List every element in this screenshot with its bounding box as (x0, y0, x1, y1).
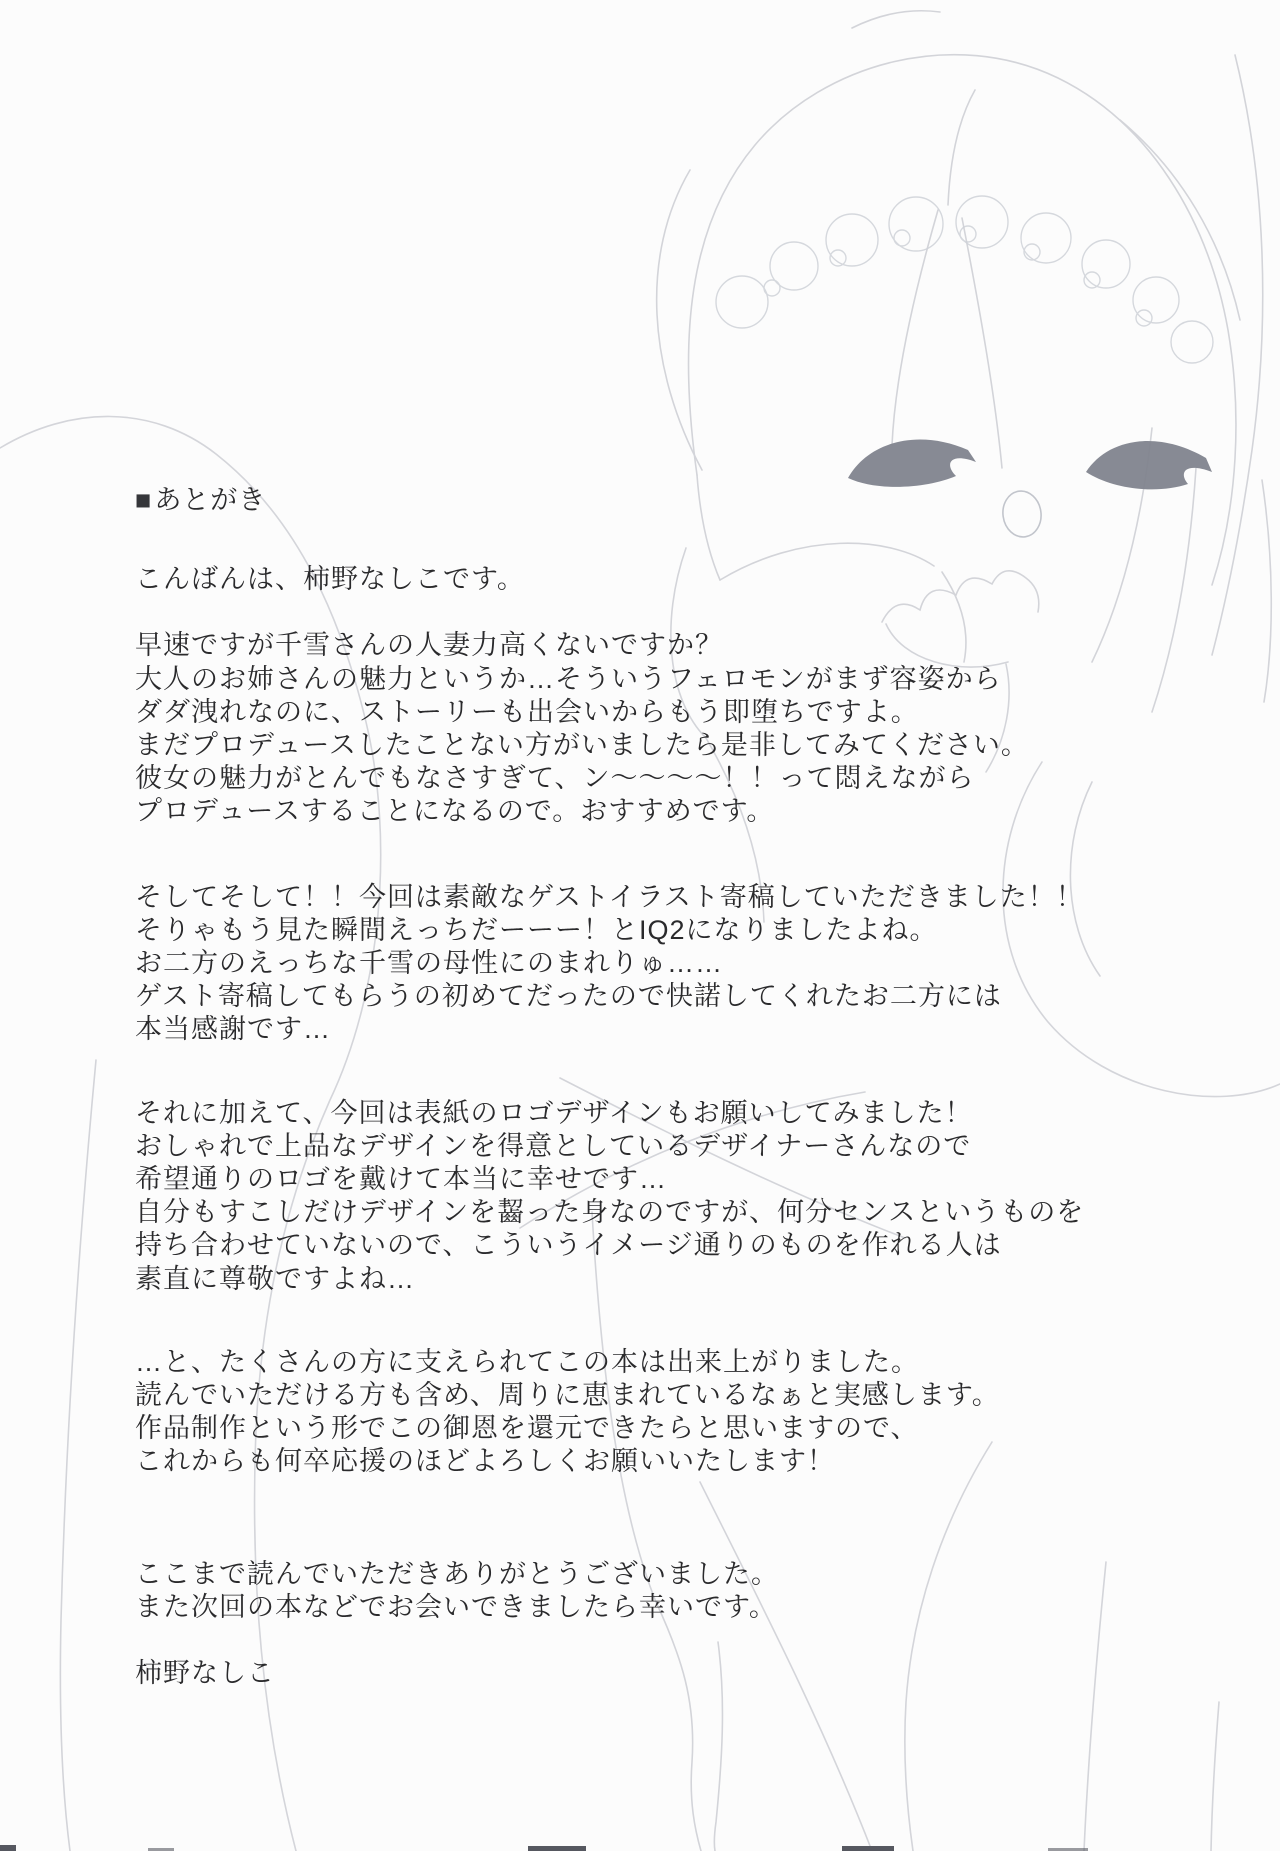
text-line: 読んでいただける方も含め、周りに恵まれているなぁと実感します。 (135, 1380, 1000, 1411)
text-line: …と、たくさんの方に支えられてこの本は出来上がりました。 (135, 1346, 919, 1377)
text-line: 彼女の魅力がとんでもなさすぎて、ン〜〜〜〜！！って悶えながら (135, 763, 975, 794)
text-line: そしてそして！！今回は素敵なゲストイラスト寄稿していただきました！！ (135, 881, 1084, 912)
text-line: そりゃもう見た瞬間えっちだーーー！とIQ2になりましたよね。 (135, 914, 938, 945)
text-line: 本当感謝です… (135, 1014, 331, 1045)
text-line: プロデュースすることになるので。おすすめです。 (135, 796, 775, 827)
afterword-paragraphs (135, 563, 1095, 1690)
text-line: それに加えて、今回は表紙のロゴデザインもお願いしてみました！ (135, 1097, 973, 1128)
paragraph (135, 1657, 1095, 1690)
text-line: ダダ洩れなのに、ストーリーも出会いからもう即堕ちですよ。 (135, 696, 919, 727)
afterword-heading (135, 484, 1095, 517)
text-line: 作品制作という形でこの御恩を還元できたらと思いますので、 (135, 1413, 919, 1444)
text-line: 素直に尊敬ですよね… (135, 1263, 415, 1294)
afterword-heading-title: あとがき (154, 485, 267, 515)
heading-square-marker: ■ (135, 485, 153, 515)
text-line: おしゃれで上品なデザインを得意としているデザイナーさんなので (135, 1130, 972, 1161)
scan-edge-smudges (0, 1845, 1088, 1851)
text-line: 希望通りのロゴを戴けて本当に幸せです… (135, 1164, 667, 1195)
text-line: まだプロデュースしたことない方がいましたら是非してみてください。 (135, 730, 1029, 761)
text-line: 自分もすこしだけデザインを齧った身なのですが、何分センスというものを (135, 1197, 1085, 1228)
text-line: こんばんは、柿野なしこです。 (135, 564, 525, 595)
paragraph (135, 1558, 1095, 1624)
paragraph (135, 629, 1095, 828)
text-line: これからも何卒応援のほどよろしくお願いいたします！ (135, 1446, 835, 1477)
afterword-text-block (135, 484, 1095, 1690)
text-line: ゲスト寄稿してもらうの初めてだったので快諾してくれたお二方には (135, 981, 1002, 1012)
text-line: 持ち合わせていないので、こういうイメージ通りのものを作れる人は (135, 1230, 1002, 1261)
text-line: 早速ですが千雪さんの人妻力高くないですか？ (135, 630, 723, 661)
text-line: ここまで読んでいただきありがとうございました。 (135, 1558, 779, 1589)
text-line: 柿野なしこ (135, 1658, 275, 1689)
paragraph (135, 1346, 1095, 1479)
paragraph (135, 881, 1095, 1047)
flower-crown-sketch (716, 196, 1213, 363)
text-line: 大人のお姉さんの魅力というか…そういうフェロモンがまず容姿から (135, 663, 1002, 694)
text-line: また次回の本などでお会いできましたら幸いです。 (135, 1591, 777, 1622)
eyes-sketch (848, 439, 1212, 489)
paragraph (135, 563, 1095, 596)
text-line: お二方のえっちな千雪の母性にのまれりゅ…… (135, 948, 723, 979)
paragraph (135, 1097, 1095, 1296)
